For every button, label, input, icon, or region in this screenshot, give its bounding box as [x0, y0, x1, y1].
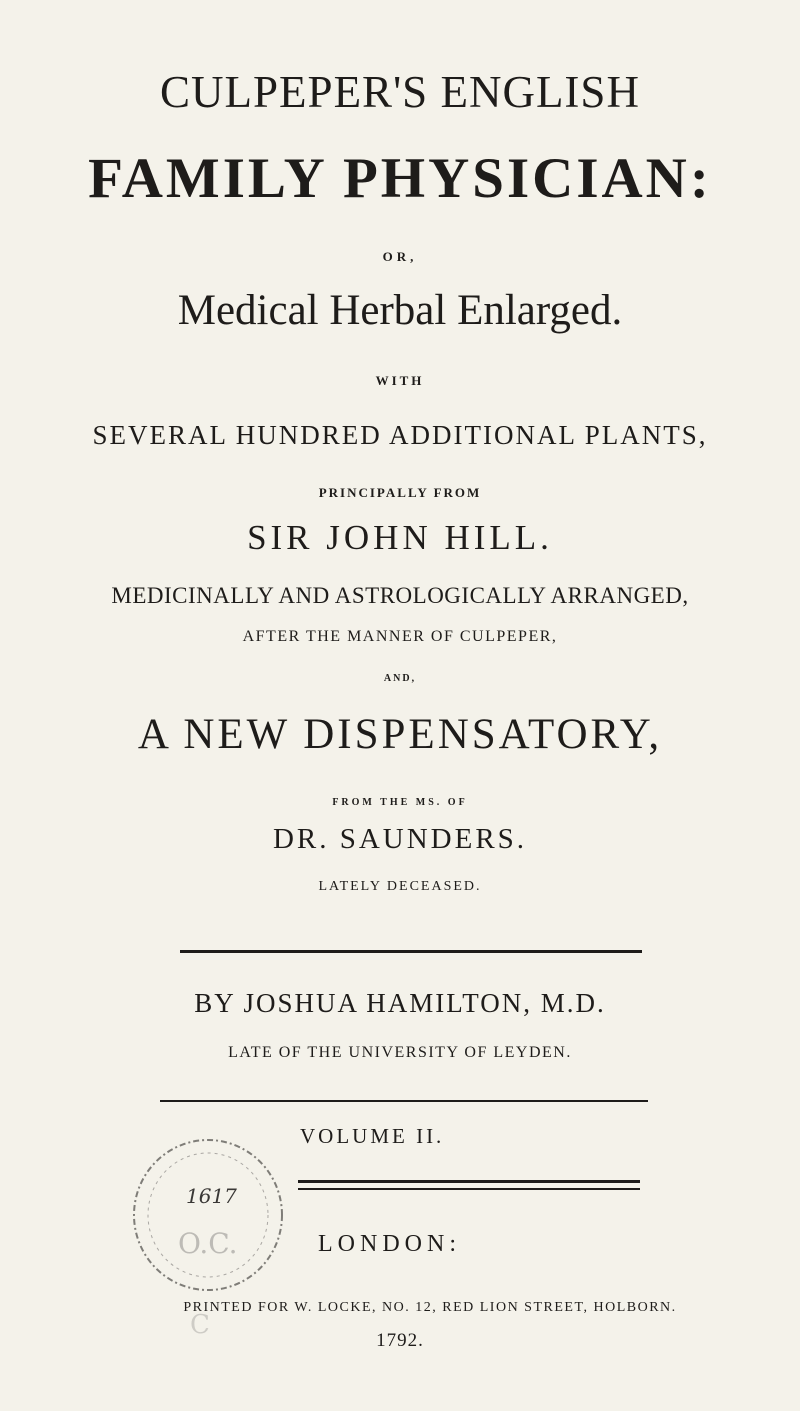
- and-text: AND,: [383, 673, 417, 684]
- imprint-city: LONDON:: [318, 1231, 461, 1257]
- divider-rule: [180, 950, 642, 953]
- sir-john-hill: SIR JOHN HILL.: [247, 518, 553, 557]
- principally-from-text: PRINCIPALLY FROM: [318, 485, 482, 500]
- lately-deceased: LATELY DECEASED.: [318, 879, 482, 894]
- title-line-2: FAMILY PHYSICIAN:: [88, 147, 712, 210]
- double-rule-bottom: [298, 1188, 640, 1190]
- or-text: OR,: [382, 249, 418, 264]
- subtitle: Medical Herbal Enlarged.: [177, 287, 623, 334]
- university-line: LATE OF THE UNIVERSITY OF LEYDEN.: [228, 1044, 572, 1061]
- imprint-printer: PRINTED FOR W. LOCKE, NO. 12, RED LION STREET, HOLBORN.: [183, 1300, 677, 1315]
- title-line-1: CULPEPER'S ENGLISH: [160, 67, 640, 117]
- volume-label: VOLUME II.: [300, 1124, 445, 1148]
- with-text: WITH: [375, 373, 425, 388]
- additional-plants-line: SEVERAL HUNDRED ADDITIONAL PLANTS,: [92, 420, 708, 450]
- manner-line: AFTER THE MANNER OF CULPEPER,: [242, 628, 558, 645]
- double-rule-top: [298, 1180, 640, 1183]
- arranged-line: MEDICINALLY AND ASTROLOGICALLY ARRANGED,: [111, 583, 689, 608]
- author-line: BY JOSHUA HAMILTON, M.D.: [194, 988, 606, 1018]
- svg-text:C: C: [190, 1310, 210, 1340]
- dispensatory-heading: A NEW DISPENSATORY,: [137, 711, 663, 758]
- dr-saunders: DR. SAUNDERS.: [272, 823, 528, 855]
- svg-text:O.C.: O.C.: [178, 1227, 238, 1260]
- library-stamp-icon: [128, 1125, 288, 1365]
- divider-rule-2: [160, 1100, 648, 1102]
- stamp-number: 1617: [186, 1184, 237, 1208]
- from-ms-text: FROM THE MS. OF: [332, 797, 468, 808]
- imprint-year: 1792.: [376, 1330, 424, 1351]
